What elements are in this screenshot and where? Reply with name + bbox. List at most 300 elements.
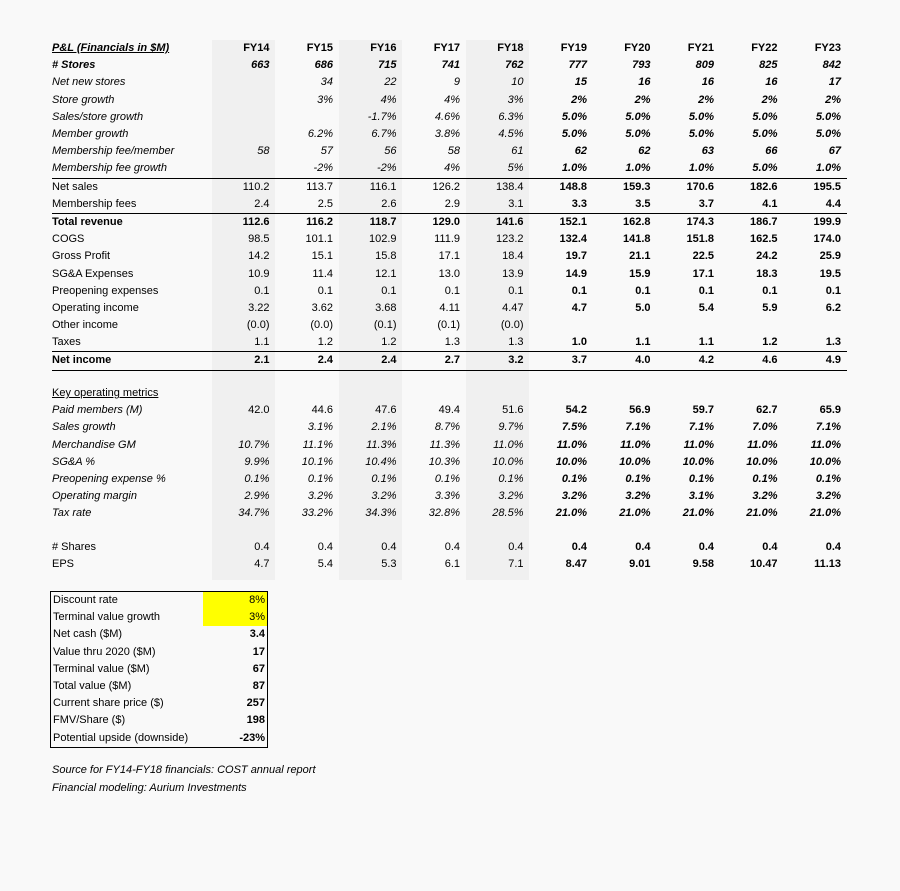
- cell-value: 98.5: [248, 233, 270, 246]
- empty-cell: [339, 385, 403, 402]
- cell-value: 15.1: [311, 250, 333, 263]
- cell-value: 2.9%: [244, 490, 270, 503]
- cell-value: 741: [441, 59, 460, 72]
- cell-value: 5.9: [762, 301, 778, 314]
- cell-value: 16: [765, 76, 778, 89]
- cell-value: 0.1: [381, 284, 397, 297]
- cell-value: 13.9: [502, 267, 524, 280]
- cell-value: 9.9%: [244, 455, 270, 468]
- cell-value: 3.2%: [371, 490, 397, 503]
- shares-row: [52, 556, 847, 573]
- cell-value: 5.0%: [561, 128, 587, 141]
- cell-value: 0.4: [635, 541, 651, 554]
- pl-row: [52, 265, 847, 282]
- valuation-row: [51, 730, 268, 748]
- row-label: Operating income: [52, 301, 139, 314]
- cell-value: 4.11: [439, 301, 460, 314]
- pl-row: [52, 196, 847, 214]
- pl-row: [52, 300, 847, 317]
- cell-value: 686: [314, 59, 333, 72]
- pl-row: [52, 92, 847, 109]
- cell-value: 10.3%: [428, 455, 460, 468]
- cell-value: [784, 317, 848, 334]
- cell-value: 21.0%: [682, 507, 714, 520]
- cell-value: 3.8%: [434, 128, 460, 141]
- cell-value: 7.1%: [625, 421, 651, 434]
- cell-value: 151.8: [686, 233, 714, 246]
- cell-value: 21.0%: [555, 507, 587, 520]
- cell-value: 62: [638, 145, 651, 158]
- cell-value: 0.4: [762, 541, 778, 554]
- cell-value: [212, 160, 276, 178]
- row-label: # Stores: [52, 59, 96, 72]
- cell-value: 10: [511, 76, 524, 89]
- cell-value: 3.2%: [307, 490, 333, 503]
- valuation-row: [51, 626, 268, 643]
- cell-value: 118.7: [369, 215, 397, 228]
- cell-value: [276, 109, 340, 126]
- cell-value: (0.1): [373, 319, 397, 332]
- valuation-label: Potential upside (downside): [53, 731, 189, 744]
- cell-value: 49.4: [438, 404, 460, 417]
- cell-value: 182.6: [749, 180, 778, 193]
- cell-value: 47.6: [375, 404, 397, 417]
- valuation-label: Total value ($M): [53, 680, 132, 693]
- cell-value: 809: [695, 59, 714, 72]
- cell-value: 11.3%: [429, 438, 460, 451]
- shares-table: [52, 539, 847, 573]
- cell-value: 15.8: [375, 250, 397, 263]
- cell-value: 5.0%: [561, 110, 587, 123]
- pl-row: [52, 213, 847, 231]
- cell-value: 159.3: [622, 180, 651, 193]
- cell-value: 0.1: [508, 284, 524, 297]
- row-label: EPS: [52, 558, 75, 571]
- cell-value: 8.7%: [434, 421, 460, 434]
- cell-value: 10.4%: [365, 455, 397, 468]
- cell-value: 11.0%: [556, 438, 587, 451]
- cell-value: 0.1%: [498, 473, 524, 486]
- row-label: Preopening expenses: [52, 284, 159, 297]
- cell-value: 4.7: [571, 301, 587, 314]
- cell-value: 174.0: [813, 233, 841, 246]
- cell-value: 126.2: [432, 180, 460, 193]
- cell-value: 8.47: [565, 558, 587, 571]
- metric-row: [52, 488, 847, 505]
- cell-value: 5.0%: [625, 128, 651, 141]
- cell-value: 11.0%: [620, 438, 651, 451]
- cell-value: 11.3%: [366, 438, 397, 451]
- cell-value: 15.9: [629, 267, 651, 280]
- cell-value: 663: [251, 59, 270, 72]
- cell-value: 10.1%: [301, 455, 333, 468]
- cell-value: 199.9: [813, 215, 841, 228]
- cell-value: 58: [447, 145, 460, 158]
- cell-value: 4.6%: [434, 110, 460, 123]
- pl-row: [52, 317, 847, 334]
- cell-value: 132.4: [559, 233, 587, 246]
- cell-value: [212, 74, 276, 91]
- cell-value: 162.5: [749, 233, 778, 246]
- valuation-row: [51, 661, 268, 678]
- cell-value: 162.8: [622, 215, 651, 228]
- cell-value: 2.6: [339, 196, 403, 214]
- cell-value: 1.0%: [657, 160, 721, 178]
- cell-value: 4.47: [502, 301, 524, 314]
- cell-value: 0.1%: [815, 473, 841, 486]
- row-label: Operating margin: [52, 490, 137, 503]
- cell-value: 0.1%: [307, 473, 333, 486]
- cell-value: 0.1: [317, 284, 333, 297]
- cell-value: [593, 317, 657, 334]
- valuation-label: Discount rate: [53, 594, 118, 607]
- empty-cell: [276, 385, 340, 402]
- cell-value: 1.0%: [784, 160, 848, 178]
- row-label: SG&A %: [52, 455, 95, 468]
- cell-value: 1.2: [339, 334, 403, 352]
- cell-value: 5.0%: [688, 110, 714, 123]
- row-label: Total revenue: [52, 215, 123, 228]
- cell-value: 2%: [825, 93, 841, 106]
- cell-value: 21.0%: [746, 507, 778, 520]
- cell-value: 102.9: [368, 233, 397, 246]
- cell-value: 5.0%: [720, 160, 784, 178]
- valuation-value: 198: [246, 714, 265, 727]
- empty-cell: [784, 385, 848, 402]
- cell-value: 14.2: [248, 250, 270, 263]
- valuation-label: Net cash ($M): [53, 628, 123, 641]
- cell-value: 2%: [698, 93, 714, 106]
- cell-value: 10.0%: [492, 455, 524, 468]
- cell-value: 10.0%: [809, 455, 841, 468]
- valuation-row: [51, 695, 268, 712]
- cell-value: 22: [384, 76, 397, 89]
- empty-cell: [657, 385, 721, 402]
- cell-value: [212, 92, 276, 109]
- cell-value: 0.4: [508, 541, 524, 554]
- cell-value: 0.1: [762, 284, 778, 297]
- cell-value: 62.7: [756, 404, 778, 417]
- row-label: Net income: [52, 352, 212, 370]
- cell-value: [212, 419, 276, 436]
- cell-value: 0.1: [444, 284, 460, 297]
- cell-value: 2.1: [212, 352, 276, 370]
- cell-value: 5.0%: [688, 128, 714, 141]
- cell-value: 0.1%: [688, 473, 714, 486]
- cell-value: 10.9: [248, 267, 270, 280]
- cell-value: 5.0%: [815, 110, 841, 123]
- pl-row: [52, 57, 847, 74]
- cell-value: 24.2: [756, 250, 778, 263]
- valuation-value: 257: [246, 697, 265, 710]
- pl-row: [52, 160, 847, 178]
- row-label: # Shares: [52, 541, 97, 554]
- valuation-row: [51, 712, 268, 729]
- cell-value: 1.1: [657, 334, 721, 352]
- cell-value: 28.5%: [492, 507, 524, 520]
- cell-value: 2.4: [339, 352, 403, 370]
- pl-row: [52, 231, 847, 248]
- metric-row: [52, 419, 847, 436]
- cell-value: 2.9: [403, 196, 467, 214]
- valuation-value: 17: [252, 645, 265, 658]
- cell-value: 34.7%: [238, 507, 270, 520]
- cell-value: 0.4: [698, 541, 714, 554]
- cell-value: 42.0: [248, 404, 270, 417]
- cell-value: 6.3%: [498, 110, 524, 123]
- cell-value: 3.1%: [307, 421, 333, 434]
- cell-value: 67: [828, 145, 841, 158]
- cell-value: 0.4: [444, 541, 460, 554]
- cell-value: 186.7: [749, 215, 778, 228]
- cell-value: 19.5: [819, 267, 841, 280]
- pl-row: [52, 178, 847, 196]
- cell-value: 54.2: [565, 404, 587, 417]
- row-label: Preopening expense %: [52, 473, 166, 486]
- row-label: Merchandise GM: [52, 438, 136, 451]
- row-label: Other income: [52, 319, 119, 332]
- cell-value: 0.4: [825, 541, 841, 554]
- cell-value: 62: [574, 145, 587, 158]
- cell-value: 1.3: [466, 334, 530, 352]
- valuation-value: 3.4: [249, 628, 265, 641]
- cell-value: 4%: [403, 160, 467, 178]
- cell-value: 2.4: [212, 196, 276, 214]
- cell-value: 2%: [634, 93, 651, 106]
- cell-value: 0.4: [254, 541, 270, 554]
- cell-value: 3.1%: [688, 490, 714, 503]
- cell-value: 1.2: [276, 334, 340, 352]
- cell-value: 16: [638, 76, 651, 89]
- valuation-label: Current share price ($): [53, 697, 164, 710]
- cell-value: 21.0%: [809, 507, 841, 520]
- pl-header-row: [52, 40, 847, 57]
- cell-value: 7.0%: [752, 421, 778, 434]
- cell-value: 12.1: [375, 267, 397, 280]
- pl-row: [52, 74, 847, 91]
- cell-value: 0.1: [635, 284, 651, 297]
- cell-value: 1.3: [784, 334, 848, 352]
- cell-value: 762: [505, 59, 524, 72]
- year-header: FY14: [243, 42, 270, 55]
- valuation-value: 67: [252, 662, 265, 675]
- cell-value: 101.1: [305, 233, 333, 246]
- cell-value: 3.62: [311, 301, 333, 314]
- cell-value: 34: [320, 76, 333, 89]
- cell-value: 10.7%: [238, 438, 270, 451]
- cell-value: 5.4: [317, 558, 333, 571]
- cell-value: (0.0): [310, 319, 333, 332]
- cell-value: 10.0%: [555, 455, 587, 468]
- cell-value: 3%: [507, 93, 524, 106]
- cell-value: 793: [632, 59, 651, 72]
- cell-value: 5.4: [698, 301, 714, 314]
- empty-cell: [466, 385, 530, 402]
- pl-row: [52, 143, 847, 160]
- cell-value: 16: [701, 76, 714, 89]
- cell-value: 1.2: [720, 334, 784, 352]
- cell-value: 5.0%: [815, 128, 841, 141]
- metric-row: [52, 505, 847, 522]
- cell-value: 44.6: [311, 404, 333, 417]
- row-label: Net sales: [52, 180, 98, 193]
- cell-value: 0.1%: [434, 473, 460, 486]
- cell-value: 32.8%: [428, 507, 460, 520]
- cell-value: 110.2: [242, 180, 270, 193]
- valuation-row: [51, 609, 268, 626]
- cell-value: 17.1: [692, 267, 714, 280]
- year-header: FY19: [560, 42, 587, 55]
- cell-value: 17.1: [438, 250, 460, 263]
- cell-value: 3.68: [375, 301, 397, 314]
- cell-value: 9.58: [692, 558, 714, 571]
- cell-value: 1.3: [403, 334, 467, 352]
- metric-row: [52, 454, 847, 471]
- row-label: Membership fees: [52, 196, 212, 214]
- cell-value: 10.0%: [619, 455, 651, 468]
- cell-value: 3%: [317, 93, 333, 106]
- cell-value: 4.9: [784, 352, 848, 370]
- cell-value: 4.7: [254, 558, 270, 571]
- cell-value: 11.0%: [810, 438, 841, 451]
- cell-value: 59.7: [692, 404, 714, 417]
- valuation-value: 3%: [203, 609, 268, 626]
- year-header: FY20: [624, 42, 651, 55]
- pl-table: [52, 40, 847, 371]
- cell-value: 4.2: [657, 352, 721, 370]
- cell-value: 3.3: [530, 196, 594, 214]
- cell-value: [657, 317, 721, 334]
- cell-value: 152.1: [559, 215, 587, 228]
- valuation-value: 87: [252, 680, 265, 693]
- cell-value: -1.7%: [367, 110, 397, 123]
- cell-value: 3.2: [466, 352, 530, 370]
- cell-value: (0.0): [500, 319, 524, 332]
- row-label: SG&A Expenses: [52, 267, 134, 280]
- cell-value: 58: [257, 145, 270, 158]
- cell-value: [530, 317, 594, 334]
- year-header: FY18: [497, 42, 524, 55]
- metrics-table: [52, 385, 847, 523]
- valuation-label: Terminal value growth: [53, 611, 160, 624]
- cell-value: 0.1%: [752, 473, 778, 486]
- cell-value: 56: [384, 145, 397, 158]
- metric-row: [52, 471, 847, 488]
- cell-value: 18.3: [756, 267, 778, 280]
- cell-value: 1.1: [593, 334, 657, 352]
- cell-value: 11.0%: [683, 438, 714, 451]
- cell-value: 3.2%: [561, 490, 587, 503]
- metrics-header-row: [52, 385, 847, 402]
- cell-value: 825: [759, 59, 778, 72]
- cell-value: [212, 126, 276, 143]
- cell-value: 61: [511, 145, 524, 158]
- cell-value: 4%: [380, 93, 397, 106]
- cell-value: 9: [453, 76, 460, 89]
- cell-value: 0.1: [825, 284, 841, 297]
- cell-value: 7.1: [508, 558, 524, 571]
- cell-value: 22.5: [692, 250, 714, 263]
- cell-value: 3.2%: [815, 490, 841, 503]
- pl-row: [52, 109, 847, 126]
- cell-value: 14.9: [565, 267, 587, 280]
- cell-value: 11.13: [814, 558, 841, 571]
- cell-value: -2%: [339, 160, 403, 178]
- row-label: Tax rate: [52, 507, 92, 520]
- year-header: FY22: [751, 42, 778, 55]
- modeling-note: Financial modeling: Aurium Investments: [52, 782, 247, 794]
- cell-value: 6.2: [825, 301, 841, 314]
- row-label: Membership fee/member: [52, 145, 175, 158]
- pl-row: [52, 352, 847, 370]
- valuation-label: Terminal value ($M): [53, 662, 150, 675]
- pl-row: [52, 248, 847, 265]
- empty-cell: [530, 385, 594, 402]
- valuation-row: [51, 644, 268, 661]
- row-label: Sales/store growth: [52, 110, 144, 123]
- cell-value: 11.0%: [747, 438, 778, 451]
- metrics-title: Key operating metrics: [52, 387, 159, 400]
- cell-value: 65.9: [819, 404, 841, 417]
- cell-value: 111.9: [434, 233, 460, 246]
- cell-value: 0.1: [254, 284, 270, 297]
- cell-value: (0.1): [437, 319, 460, 332]
- cell-value: 116.1: [369, 180, 397, 193]
- valuation-row: [51, 678, 268, 695]
- cell-value: -2%: [276, 160, 340, 178]
- cell-value: 5.0%: [752, 128, 778, 141]
- cell-value: 0.4: [571, 541, 587, 554]
- cell-value: 170.6: [686, 180, 714, 193]
- cell-value: 0.1: [571, 284, 587, 297]
- cell-value: 0.1%: [561, 473, 587, 486]
- row-label: Net new stores: [52, 76, 126, 89]
- cell-value: 0.4: [381, 541, 397, 554]
- row-label: Taxes: [52, 334, 212, 352]
- cell-value: 10.0%: [682, 455, 714, 468]
- row-label: Membership fee growth: [52, 160, 212, 178]
- valuation-label: FMV/Share ($): [53, 714, 126, 727]
- cell-value: 3.7: [530, 352, 594, 370]
- cell-value: 2%: [571, 93, 587, 106]
- cell-value: 1.0%: [593, 160, 657, 178]
- cell-value: 4.5%: [498, 128, 524, 141]
- cell-value: 4%: [444, 93, 460, 106]
- empty-cell: [212, 385, 276, 402]
- cell-value: 3.22: [248, 301, 270, 314]
- cell-value: 21.1: [629, 250, 651, 263]
- cell-value: 123.2: [495, 233, 524, 246]
- year-header: FY21: [687, 42, 714, 55]
- cell-value: 6.1: [444, 558, 460, 571]
- cell-value: 5.0%: [752, 110, 778, 123]
- source-note: Source for FY14-FY18 financials: COST annual report: [52, 764, 316, 776]
- cell-value: 2%: [761, 93, 778, 106]
- cell-value: 66: [765, 145, 778, 158]
- cell-value: 7.1%: [688, 421, 714, 434]
- cell-value: 3.2%: [752, 490, 778, 503]
- pl-row: [52, 126, 847, 143]
- cell-value: 7.1%: [815, 421, 841, 434]
- cell-value: 4.6: [720, 352, 784, 370]
- cell-value: 777: [568, 59, 587, 72]
- year-header: FY23: [814, 42, 841, 55]
- cell-value: 6.2%: [307, 128, 333, 141]
- cell-value: 5%: [466, 160, 530, 178]
- year-header: FY15: [306, 42, 333, 55]
- cell-value: 2.4: [276, 352, 340, 370]
- year-header: FY17: [433, 42, 460, 55]
